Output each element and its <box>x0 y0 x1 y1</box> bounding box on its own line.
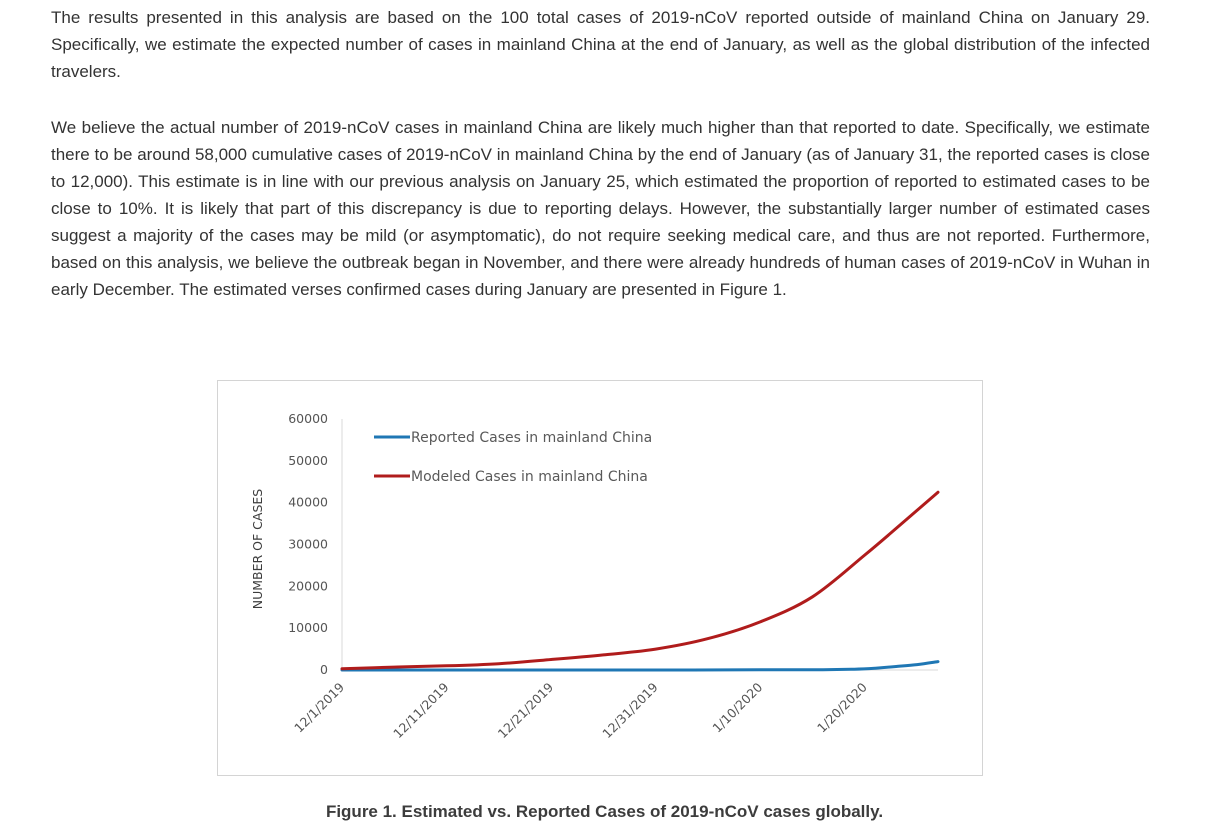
y-tick-label: 60000 <box>288 411 328 426</box>
legend-label: Reported Cases in mainland China <box>411 430 653 446</box>
x-tick-label: 1/20/2020 <box>814 679 870 736</box>
y-tick-label: 50000 <box>288 452 328 468</box>
x-tick-label: 12/21/2019 <box>494 679 557 742</box>
legend <box>374 430 652 485</box>
x-axis-ticks <box>291 679 870 741</box>
figure-1-chart <box>217 380 983 776</box>
x-tick-label: 1/10/2020 <box>709 679 766 736</box>
series-line-modeled <box>342 492 938 669</box>
x-tick-label: 12/1/2019 <box>291 679 348 736</box>
y-axis-ticks <box>288 411 328 677</box>
x-tick-label: 12/11/2019 <box>390 679 452 742</box>
series-layer <box>342 492 938 670</box>
y-tick-label: 30000 <box>288 536 328 552</box>
y-tick-label: 40000 <box>288 494 328 510</box>
intro-paragraph: The results presented in this analysis are based on the 100 total cases of 2019-nCoV reported outside of mainland China on January 29. Specifically, we estimate the expected number of cases in mainland China at the end of January, as well as the global distribution of the infected travelers. <box>51 8 1150 81</box>
y-axis-title: NUMBER OF CASES <box>250 488 265 610</box>
findings-paragraph: We believe the actual number of 2019-nCoV cases in mainland China are likely much higher than that reported to date. Specifically, we estimate there to be around 58,000 cumulative cases of 2019-nCoV in mainland China by the end of January (as of January 31, the reported cases is close to 12,000). This estimate is in line with our previous analysis on January 25, which estimated the proportion of reported to estimated cases to be close to 10%. It is likely that part of this discrepancy is due to reporting delays. However, the substantially larger number of estimated cases suggest a majority of the cases may be mild (or asymptomatic), do not require seeking medical care, and thus are not reported. Furthermore, based on this analysis, we believe the outbreak began in November, and there were already hundreds of human cases of 2019-nCoV in Wuhan in early December. The estimated verses confirmed cases during January are presented in Figure 1. <box>51 118 1150 299</box>
y-tick-label: 20000 <box>288 578 328 594</box>
line-chart <box>218 381 984 777</box>
y-tick-label: 10000 <box>288 620 328 636</box>
x-tick-label: 12/31/2019 <box>599 679 661 742</box>
y-tick-label: 0 <box>320 662 328 677</box>
legend-label: Modeled Cases in mainland China <box>411 469 648 485</box>
figure-caption: Figure 1. Estimated vs. Reported Cases of 2019-nCoV cases globally. <box>325 802 884 821</box>
